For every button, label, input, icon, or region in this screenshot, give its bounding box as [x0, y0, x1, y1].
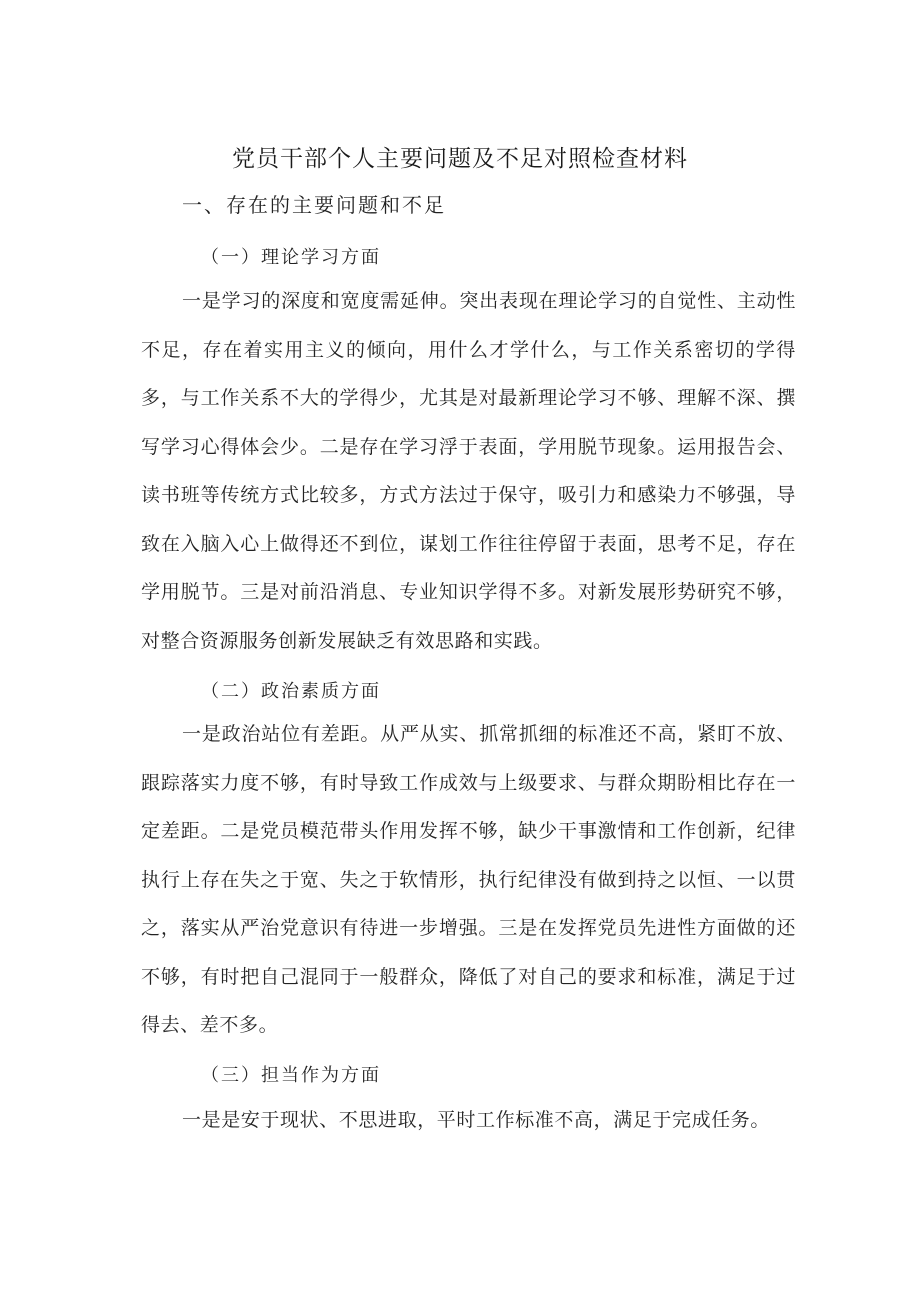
subsection-heading-responsibility: （三）担当作为方面 [201, 1065, 381, 1086]
document-title: 党员干部个人主要问题及不足对照检查材料 [232, 146, 688, 172]
section-heading-problems: 一、存在的主要问题和不足 [182, 193, 446, 217]
paragraph-responsibility: 一是是安于现状、不思进取，平时工作标准不高，满足于完成任务。 [182, 1109, 771, 1131]
subsection-heading-theory-study: （一）理论学习方面 [201, 247, 381, 268]
paragraph-political-quality: 一是政治站位有差距。从严从实、抓常抓细的标准还不高，紧盯不放、跟踪落实力度不够，有时导致工作成效与上级要求、与群众期盼相比存在一定差距。二是党员模范带头作用发挥不够，缺少干事激情和工作创新，纪律执行上存在失之于宽、失之于软情形，执行纪律没有做到持之以恒、一以贯之，落实从严治党意识有待进一步增强。三是在发挥党员先进性方面做的还不够，有时把自己混同于一般群众，降低了对自己的要求和标准，满足于过得去、差不多。 [141, 723, 796, 1036]
subsection-heading-political-quality: （二）政治素质方面 [201, 681, 381, 702]
paragraph-theory-study: 一是学习的深度和宽度需延伸。突出表现在理论学习的自觉性、主动性不足，存在着实用主义的倾向，用什么才学什么，与工作关系密切的学得多，与工作关系不大的学得少，尤其是对最新理论学习不够、理解不深、撰写学习心得体会少。二是存在学习浮于表面，学用脱节现象。运用报告会、读书班等传统方式比较多，方式方法过于保守，吸引力和感染力不够强，导致在入脑入心上做得还不到位，谋划工作往往停留于表面，思考不足，存在学用脱节。三是对前沿消息、专业知识学得不多。对新发展形势研究不够，对整合资源服务创新发展缺乏有效思路和实践。 [141, 290, 796, 652]
